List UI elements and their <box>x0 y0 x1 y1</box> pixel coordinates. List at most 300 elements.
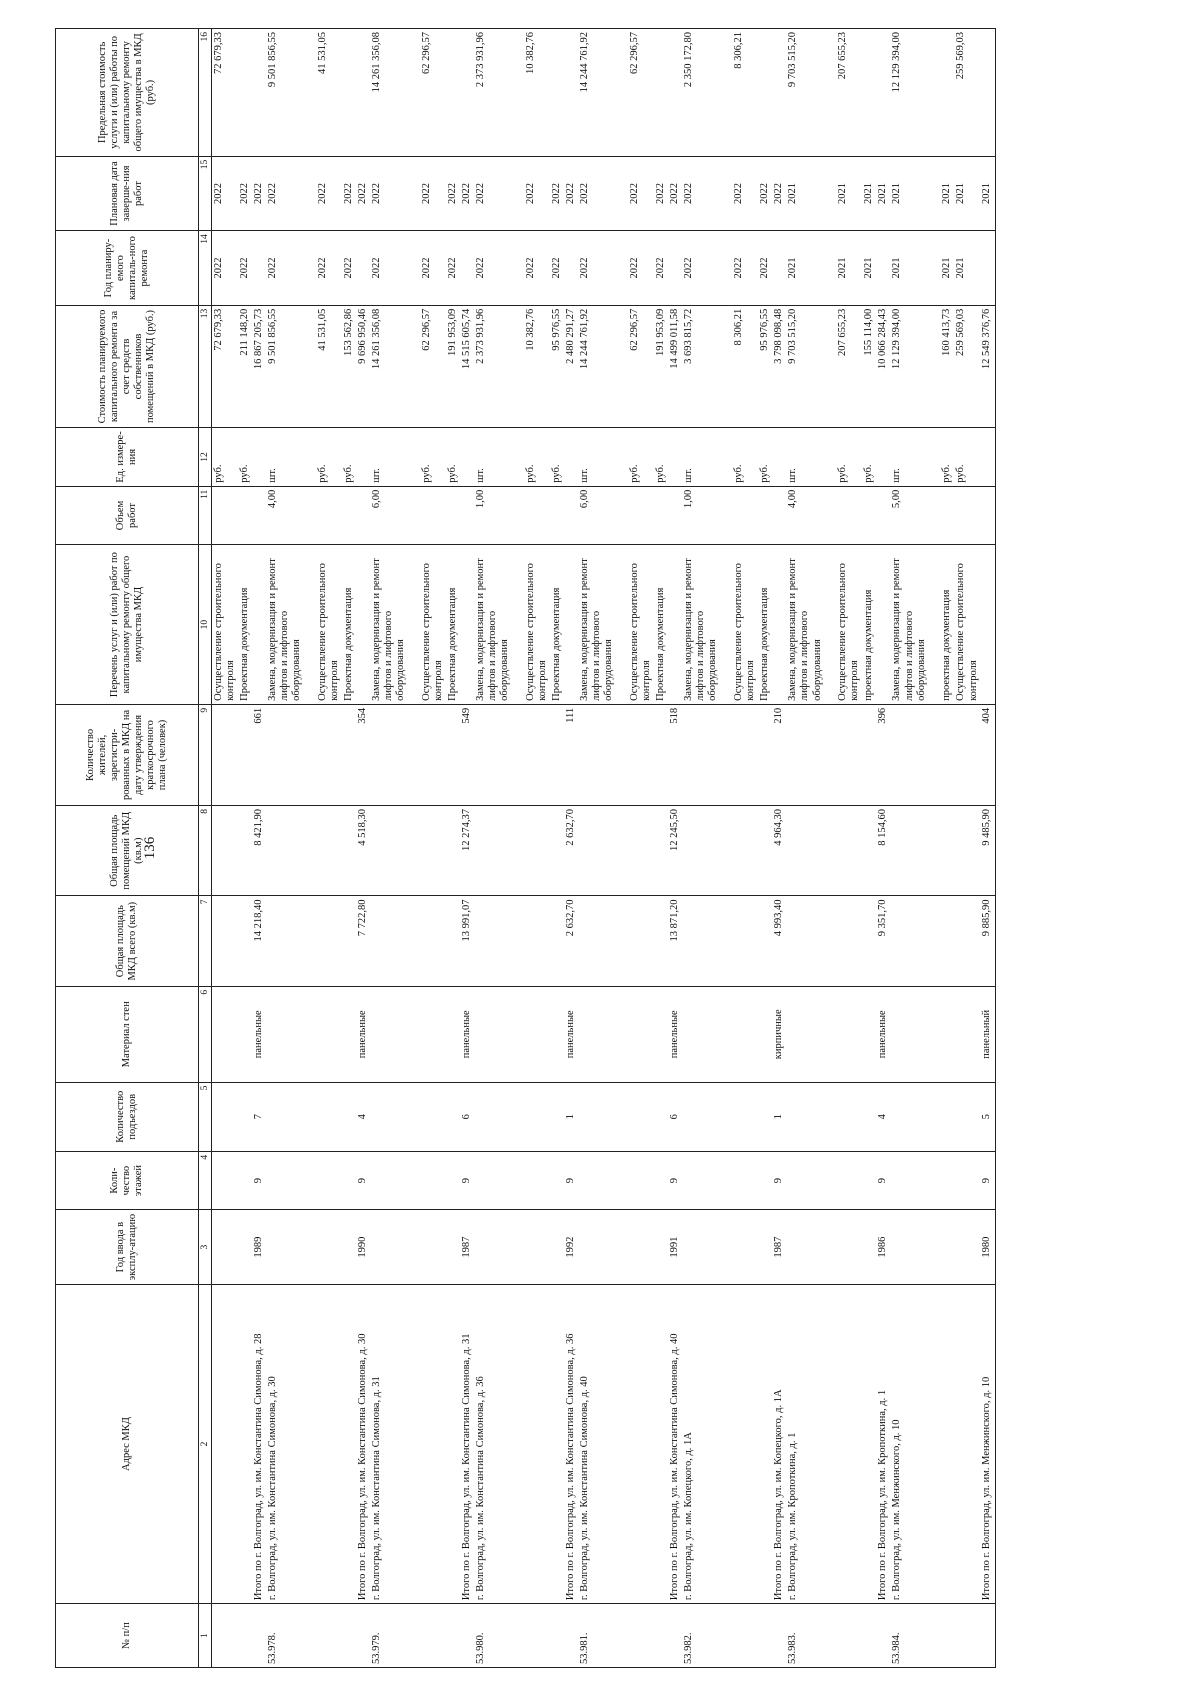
work-unit <box>786 428 876 487</box>
work-end-date-line: 2021 <box>837 183 849 205</box>
work-name <box>980 545 995 705</box>
work-name-line: Замена, модернизация и ремонт лифтов и лифтового оборудования <box>267 558 303 701</box>
work-name <box>266 545 356 705</box>
work-unit-line: руб. <box>343 464 355 483</box>
work-cost <box>682 305 772 427</box>
work-unit-line: руб. <box>733 464 745 483</box>
work-year-line: 2022 <box>343 257 355 279</box>
empty-cell <box>212 805 253 895</box>
work-unit-line: шт. <box>683 468 695 483</box>
work-cost-line: 259 569,03 <box>955 308 967 357</box>
total-area: 14 218,40 <box>252 896 266 986</box>
floors-count: 9 <box>564 1151 578 1210</box>
work-unit <box>252 428 266 487</box>
work-cost-line: 153 562,86 <box>343 308 355 357</box>
work-name-line: Осуществление строительного контроля <box>213 563 237 701</box>
empty-cell <box>890 1082 980 1151</box>
row-number <box>564 1604 578 1668</box>
work-end-date-line: 2021 <box>787 183 799 205</box>
residents-count: 210 <box>772 704 786 805</box>
work-volume-line <box>940 487 954 545</box>
work-end-date-line: 2022 <box>579 183 591 205</box>
empty-cell <box>682 1151 772 1210</box>
work-volume-line <box>550 487 564 545</box>
total-area: 7 722,80 <box>356 896 370 986</box>
work-year <box>564 231 578 306</box>
work-end-date-line: 2022 <box>629 183 641 205</box>
commission-year: 1989 <box>252 1210 266 1285</box>
work-volume-line <box>732 487 758 545</box>
work-end-date-line: 2022 <box>239 183 250 205</box>
rooms-area: 12 245,50 <box>668 805 682 895</box>
total-row <box>668 29 682 1668</box>
commission-year: 1987 <box>460 1210 474 1285</box>
work-limit-cost-line: 14 261 356,08 <box>371 32 383 93</box>
row-number <box>876 1604 890 1668</box>
total-area: 13 991,07 <box>460 896 474 986</box>
total-row <box>252 29 266 1668</box>
empty-cell <box>370 1151 460 1210</box>
empty-cell <box>578 805 668 895</box>
work-year-line: 2022 <box>213 257 224 279</box>
empty-cell <box>266 1151 356 1210</box>
work-volume-line <box>316 487 342 545</box>
work-volume <box>980 486 995 545</box>
work-unit-line: руб. <box>759 464 771 483</box>
total-end-date: 2022 <box>564 156 578 231</box>
row-number: 53.983. <box>786 1604 876 1668</box>
empty-cell <box>474 805 564 895</box>
floors-count: 9 <box>460 1151 474 1210</box>
work-year <box>668 231 682 306</box>
floors-count: 9 <box>876 1151 890 1210</box>
work-volume <box>772 486 786 545</box>
work-year <box>682 231 772 306</box>
work-end-date-line: 2022 <box>525 183 537 205</box>
total-label: Итого по г. Волгоград, ул. им. Константина Симонова, д. 28 <box>252 1284 266 1603</box>
work-volume <box>370 486 460 545</box>
entrances-count: 1 <box>772 1082 786 1151</box>
commission-year: 1991 <box>668 1210 682 1285</box>
residents-count: 354 <box>356 704 370 805</box>
work-limit-cost <box>370 29 460 157</box>
work-name-line: Проектная документация <box>759 587 771 701</box>
work-volume-line: 1,00 <box>683 489 695 509</box>
work-end-date <box>578 156 668 231</box>
work-cost <box>890 305 980 427</box>
work-name-line: Осуществление строительного контроля <box>525 563 549 701</box>
total-row <box>460 29 474 1668</box>
work-year-line: 2022 <box>447 257 459 279</box>
work-unit-line: руб. <box>447 464 459 483</box>
wall-material: панельные <box>668 986 682 1082</box>
work-volume-line <box>446 487 460 545</box>
work-limit-cost <box>980 29 995 157</box>
work-name-line: Замена, модернизация и ремонт лифтов и лифтового оборудования <box>891 558 927 701</box>
floors-count: 9 <box>980 1151 995 1210</box>
total-area: 13 871,20 <box>668 896 682 986</box>
work-unit <box>212 428 253 487</box>
floors-count: 9 <box>252 1151 266 1210</box>
work-end-date-line: 2021 <box>863 183 875 205</box>
work-year-line: 2022 <box>579 257 591 279</box>
work-year-line: 2022 <box>267 257 279 279</box>
empty-cell <box>370 704 460 805</box>
work-unit-line: руб. <box>421 464 433 483</box>
empty-cell <box>212 1210 253 1285</box>
work-volume-line: 1,00 <box>475 489 487 509</box>
work-year-line: 2022 <box>733 257 745 279</box>
empty-cell <box>786 805 876 895</box>
work-limit-cost <box>876 29 890 157</box>
work-limit-cost <box>474 29 564 157</box>
address-cell: г. Волгоград, ул. им. Копецкого, д. 1А <box>682 1284 772 1603</box>
empty-cell <box>212 1151 253 1210</box>
entrances-count: 4 <box>876 1082 890 1151</box>
address-cell: г. Волгоград, ул. им. Константина Симонова, д. 30 <box>266 1284 356 1603</box>
header-cell: Перечень услуг и (или) работ по капитальному ремонту общего имущества МКД <box>56 545 199 705</box>
empty-cell <box>578 986 668 1082</box>
rooms-area: 8 154,60 <box>876 805 890 895</box>
work-end-date <box>212 156 253 231</box>
work-unit <box>460 428 474 487</box>
column-number: 1 <box>199 1604 212 1668</box>
work-volume-line: 4,00 <box>267 489 279 509</box>
work-limit-cost-line: 259 569,03 <box>955 32 967 80</box>
row-number <box>356 1604 370 1668</box>
work-end-date-line: 2022 <box>683 183 695 205</box>
work-limit-cost-line: 207 655,23 <box>837 32 849 80</box>
work-year-line: 2021 <box>941 257 953 279</box>
work-limit-cost-line: 62 296,57 <box>629 32 641 74</box>
total-row <box>564 29 578 1668</box>
work-limit-cost-line: 62 296,57 <box>421 32 433 74</box>
work-limit-cost <box>266 29 356 157</box>
header-cell: Количество подъездов <box>56 1082 199 1151</box>
empty-cell <box>890 896 980 986</box>
work-limit-cost <box>786 29 876 157</box>
row-number <box>668 1604 682 1668</box>
empty-cell <box>578 1082 668 1151</box>
work-limit-cost-line: 9 703 515,20 <box>787 32 799 88</box>
work-limit-cost-line <box>238 29 252 156</box>
column-number: 2 <box>199 1284 212 1603</box>
work-unit <box>474 428 564 487</box>
empty-cell <box>890 986 980 1082</box>
total-cost: 3 798 098,48 <box>772 305 786 427</box>
work-limit-cost <box>668 29 682 157</box>
wall-material: кирпичные <box>772 986 786 1082</box>
work-end-date-line: 2022 <box>655 183 667 205</box>
work-volume-line <box>212 487 238 545</box>
empty-cell <box>266 805 356 895</box>
work-year-line: 2022 <box>525 257 537 279</box>
work-year <box>266 231 356 306</box>
row-number: 53.984. <box>890 1604 980 1668</box>
work-volume <box>890 486 980 545</box>
work-unit <box>370 428 460 487</box>
header-cell: Коли-чество этажей <box>56 1151 199 1210</box>
work-name-line: Замена, модернизация и ремонт лифтов и лифтового оборудования <box>475 558 511 701</box>
empty-cell <box>212 896 253 986</box>
address-cell <box>212 1284 253 1603</box>
work-cost-line: 62 296,57 <box>421 308 433 351</box>
work-year-line: 2021 <box>863 257 875 279</box>
work-unit-line: руб. <box>551 464 563 483</box>
empty-cell <box>786 1151 876 1210</box>
empty-cell <box>474 704 564 805</box>
work-end-date-line: 2022 <box>343 183 355 205</box>
work-volume-line <box>342 487 356 545</box>
entrances-count: 5 <box>980 1082 995 1151</box>
work-volume <box>578 486 668 545</box>
work-name-line: Проектная документация <box>239 587 250 701</box>
wall-material: панельные <box>564 986 578 1082</box>
work-cost-line: 191 953,09 <box>655 308 667 357</box>
header-cell: Адрес МКД <box>56 1284 199 1603</box>
work-name <box>370 545 460 705</box>
page-number: 136 <box>142 836 158 860</box>
work-name <box>682 545 772 705</box>
work-name <box>890 545 980 705</box>
total-area: 2 632,70 <box>564 896 578 986</box>
empty-cell <box>266 986 356 1082</box>
column-number: 11 <box>199 486 212 545</box>
work-volume-line <box>836 487 862 545</box>
rooms-area: 2 632,70 <box>564 805 578 895</box>
empty-cell <box>890 805 980 895</box>
empty-cell <box>474 1082 564 1151</box>
work-name-line: Замена, модернизация и ремонт лифтов и лифтового оборудования <box>683 558 719 701</box>
row-number <box>212 1604 253 1668</box>
work-limit-cost <box>356 29 370 157</box>
work-cost <box>578 305 668 427</box>
address-cell: г. Волгоград, ул. им. Константина Симонова, д. 31 <box>370 1284 460 1603</box>
work-end-date <box>682 156 772 231</box>
empty-cell <box>212 1082 253 1151</box>
residents-count: 518 <box>668 704 682 805</box>
work-name-line: Проектная документация <box>551 587 563 701</box>
work-item-row <box>578 29 668 1668</box>
work-end-date-line: 2021 <box>955 183 967 205</box>
work-volume <box>668 486 682 545</box>
entrances-count: 6 <box>460 1082 474 1151</box>
work-year-line: 2021 <box>837 257 849 279</box>
work-item-row <box>890 29 980 1668</box>
commission-year: 1990 <box>356 1210 370 1285</box>
work-name-line: Осуществление строительного контроля <box>421 563 445 701</box>
work-year-line: 2021 <box>891 257 903 279</box>
total-label: Итого по г. Волгоград, ул. им. Константина Симонова, д. 31 <box>460 1284 474 1603</box>
total-cost: 14 515 605,74 <box>460 305 474 427</box>
row-number: 53.978. <box>266 1604 356 1668</box>
column-number: 4 <box>199 1151 212 1210</box>
rooms-area: 8 421,90 <box>252 805 266 895</box>
work-year <box>890 231 980 306</box>
work-end-date-line: 2021 <box>891 183 903 205</box>
work-limit-cost <box>682 29 772 157</box>
column-number-row <box>199 29 212 1668</box>
work-volume-line: 5,00 <box>891 489 903 509</box>
work-year <box>356 231 370 306</box>
work-volume <box>682 486 772 545</box>
residents-count: 404 <box>980 704 995 805</box>
work-volume-line <box>758 487 772 545</box>
work-end-date <box>890 156 980 231</box>
work-volume <box>460 486 474 545</box>
entrances-count: 4 <box>356 1082 370 1151</box>
residents-count: 111 <box>564 704 578 805</box>
work-limit-cost-line: 72 679,33 <box>213 32 224 74</box>
work-cost-line: 95 976,55 <box>551 308 563 351</box>
residents-count: 396 <box>876 704 890 805</box>
address-cell: г. Волгоград, ул. им. Константина Симонова, д. 40 <box>578 1284 668 1603</box>
work-limit-cost <box>772 29 786 157</box>
capital-repair-table-page <box>55 28 1145 1668</box>
rooms-area: 4 518,30 <box>356 805 370 895</box>
row-number <box>460 1604 474 1668</box>
floors-count: 9 <box>356 1151 370 1210</box>
work-name <box>786 545 876 705</box>
work-cost <box>786 305 876 427</box>
empty-cell <box>786 1082 876 1151</box>
work-limit-cost <box>564 29 578 157</box>
work-limit-cost-line <box>654 29 668 156</box>
work-year-line: 2022 <box>239 257 250 279</box>
wall-material: панельный <box>980 986 995 1082</box>
work-volume <box>474 486 564 545</box>
work-name-line: Замена, модернизация и ремонт лифтов и лифтового оборудования <box>787 558 823 701</box>
row-number <box>772 1604 786 1668</box>
work-limit-cost <box>460 29 474 157</box>
header-cell: № п/п <box>56 1604 199 1668</box>
work-end-date-line: 2022 <box>213 183 224 205</box>
work-unit <box>682 428 772 487</box>
work-cost-line: 160 413,73 <box>941 308 953 357</box>
work-name-line: проектная документация <box>863 589 875 701</box>
rooms-area: 4 964,30 <box>772 805 786 895</box>
row-number: 53.982. <box>682 1604 772 1668</box>
work-cost-line: 95 976,55 <box>759 308 771 351</box>
work-cost-line: 9 501 856,55 <box>267 308 279 364</box>
empty-cell <box>786 704 876 805</box>
empty-cell <box>682 704 772 805</box>
work-year <box>786 231 876 306</box>
work-volume <box>564 486 578 545</box>
empty-cell <box>682 805 772 895</box>
row-number <box>980 1604 995 1668</box>
work-name <box>772 545 786 705</box>
total-cost: 16 867 205,73 <box>252 305 266 427</box>
empty-cell <box>682 986 772 1082</box>
work-unit-line: руб. <box>863 464 875 483</box>
empty-cell <box>474 896 564 986</box>
work-item-row <box>474 29 564 1668</box>
work-limit-cost-line: 10 382,76 <box>525 32 537 74</box>
column-number: 7 <box>199 896 212 986</box>
column-number: 5 <box>199 1082 212 1151</box>
work-cost-line: 14 261 356,08 <box>371 308 383 370</box>
work-cost-line: 14 244 761,92 <box>579 308 591 370</box>
work-unit <box>876 428 890 487</box>
empty-cell <box>682 1210 772 1285</box>
work-unit-line: шт. <box>891 468 903 483</box>
total-end-date: 2022 <box>668 156 682 231</box>
work-volume-line <box>238 487 252 545</box>
total-label: Итого по г. Волгоград, ул. им. Константина Симонова, д. 36 <box>564 1284 578 1603</box>
work-year-line: 2021 <box>955 257 967 279</box>
work-volume-line <box>954 487 980 545</box>
work-unit-line: руб. <box>955 464 967 483</box>
total-area: 9 351,70 <box>876 896 890 986</box>
work-unit-line: руб. <box>837 464 849 483</box>
total-end-date: 2022 <box>252 156 266 231</box>
empty-cell <box>370 1082 460 1151</box>
work-name-line: Осуществление строительного контроля <box>629 563 653 701</box>
work-end-date-line: 2022 <box>421 183 433 205</box>
work-end-date-line: 2022 <box>267 183 279 205</box>
work-volume-line: 6,00 <box>579 489 591 509</box>
work-cost <box>212 305 253 427</box>
work-unit-line: руб. <box>941 464 953 483</box>
work-limit-cost-line <box>550 29 564 156</box>
work-volume <box>356 486 370 545</box>
work-limit-cost <box>212 29 253 157</box>
header-cell: Плановая дата заверше-ния работ <box>56 156 199 231</box>
total-end-date: 2021 <box>980 156 995 231</box>
work-limit-cost-line: 9 501 856,55 <box>267 32 279 88</box>
empty-cell <box>578 704 668 805</box>
work-name-line: Осуществление строительного контроля <box>733 563 757 701</box>
work-year-line: 2022 <box>759 257 771 279</box>
empty-cell <box>578 1210 668 1285</box>
work-volume-line <box>654 487 668 545</box>
total-area: 9 885,90 <box>980 896 995 986</box>
work-year-line: 2022 <box>683 257 695 279</box>
work-limit-cost <box>578 29 668 157</box>
work-name <box>252 545 266 705</box>
rooms-area: 12 274,37 <box>460 805 474 895</box>
work-unit <box>578 428 668 487</box>
work-unit-line: руб. <box>655 464 667 483</box>
work-cost <box>370 305 460 427</box>
capital-repair-table <box>55 28 996 1668</box>
header-cell: Материал стен <box>56 986 199 1082</box>
work-year <box>876 231 890 306</box>
work-cost-line: 211 148,20 <box>239 308 250 356</box>
work-end-date <box>474 156 564 231</box>
work-limit-cost-line <box>342 29 356 156</box>
work-unit <box>772 428 786 487</box>
header-cell: Предельная стоимость услуги и (или) работы по капитальному ремонту общего имущества в МКД (руб.) <box>56 29 199 157</box>
work-end-date-line: 2022 <box>371 183 383 205</box>
work-volume-line <box>420 487 446 545</box>
empty-cell <box>370 1210 460 1285</box>
work-year <box>772 231 786 306</box>
work-end-date-line: 2022 <box>733 183 745 205</box>
work-year-line: 2022 <box>317 257 329 279</box>
work-year-line: 2022 <box>421 257 433 279</box>
total-row <box>980 29 995 1668</box>
work-limit-cost-line <box>446 29 460 156</box>
row-number: 53.980. <box>474 1604 564 1668</box>
work-unit-line: шт. <box>787 468 799 483</box>
work-volume <box>786 486 876 545</box>
row-number: 53.979. <box>370 1604 460 1668</box>
work-unit-line: шт. <box>475 468 487 483</box>
empty-cell <box>578 1151 668 1210</box>
header-cell: Общая площадь помещений МКД (кв.м) <box>56 805 199 895</box>
